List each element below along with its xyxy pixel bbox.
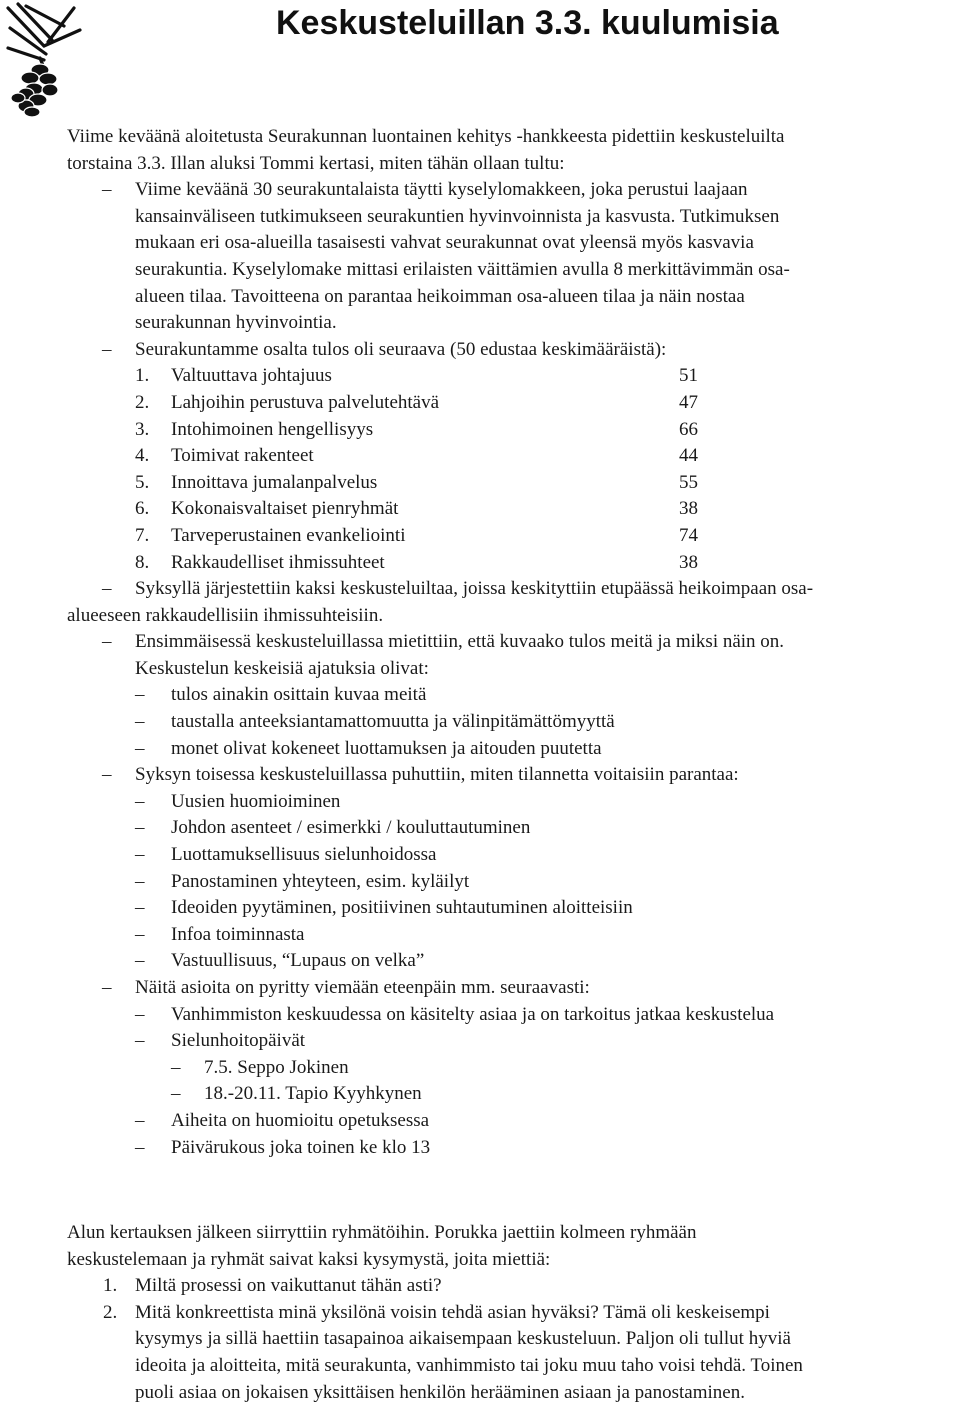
list-item: – Seurakuntamme osalta tulos oli seuraava (50 edustaa keskimääräistä): [67, 337, 947, 364]
dash-bullet [135, 709, 145, 736]
list-item-continuation: seurakunnan hyvinvointia. [135, 312, 337, 334]
result-row: 2. Lahjoihin perustuva palvelutehtävä 47 [67, 390, 947, 417]
sub-list-item: – Uusien huomioiminen [67, 789, 947, 816]
dash-bullet [135, 736, 145, 763]
sub-list-item: – Johdon asenteet / esimerkki / kouluttautuminen [67, 815, 947, 842]
sub-sub-list-item: – 7.5. Seppo Jokinen [67, 1055, 947, 1082]
list-item: – Ensimmäisessä keskusteluillassa mietittiin, että kuvaako tulos meitä ja miksi näin on. [67, 629, 947, 656]
closing-section [67, 1220, 947, 1406]
list-item: – Syksyllä järjestettiin kaksi keskusteluiltaa, joissa keskityttiin etupäässä heikoimpaan osa- [67, 576, 947, 603]
sub-list-item: – Ideoiden pyytäminen, positiivinen suhtautuminen aloitteisiin [67, 895, 947, 922]
result-score: 44 [679, 445, 698, 467]
sub-list-item: – Aiheita on huomioitu opetuksessa [67, 1108, 947, 1135]
result-score: 74 [679, 524, 698, 546]
sub-list-item: – monet olivat kokeneet luottamuksen ja aitouden puutetta [67, 736, 947, 763]
dash-bullet [135, 682, 145, 709]
sub-list-item: – Luottamuksellisuus sielunhoidossa [67, 842, 947, 869]
dash-bullet [135, 1028, 145, 1055]
dash-bullet [171, 1081, 181, 1108]
result-row: 7. Tarveperustainen evankeliointi 74 [67, 523, 947, 550]
dash-bullet [135, 1002, 145, 1029]
dash-bullet [102, 576, 112, 603]
result-score: 38 [679, 551, 698, 573]
sub-list-item: – Päivärukous joka toinen ke klo 13 [67, 1135, 947, 1162]
question-continuation: puoli asiaa on jokaisen yksittäisen henkilön herääminen asiaan ja panostaminen. [135, 1381, 745, 1403]
sub-list-item: – Infoa toiminnasta [67, 922, 947, 949]
sub-list-item: – Sielunhoitopäivät [67, 1028, 947, 1055]
result-score: 55 [679, 471, 698, 493]
dash-bullet [171, 1055, 181, 1082]
paragraph-line: torstaina 3.3. Illan aluksi Tommi kertasi, miten tähän ollaan tultu: [67, 152, 565, 174]
list-item-continuation: Keskustelun keskeisiä ajatuksia olivat: [135, 657, 429, 679]
list-item-continuation: mukaan eri osa-alueilla tasaisesti vahvat seurakunnat ovat yleensä myös kasvavia [135, 232, 754, 254]
dash-bullet [135, 1108, 145, 1135]
dash-bullet [135, 789, 145, 816]
dash-bullet [102, 177, 112, 204]
dash-bullet [135, 1135, 145, 1162]
dash-bullet [135, 948, 145, 975]
question-item: 2. Mitä konkreettista minä yksilönä voisin tehdä asian hyväksi? Tämä oli keskeisempi [103, 1301, 770, 1323]
sub-list-item: – tulos ainakin osittain kuvaa meitä [67, 682, 947, 709]
dash-bullet [102, 629, 112, 656]
result-score: 47 [679, 391, 698, 413]
result-row: 8. Rakkaudelliset ihmissuhteet 38 [67, 550, 947, 577]
dash-bullet [102, 337, 112, 364]
list-item: – Näitä asioita on pyritty viemään eteenpäin mm. seuraavasti: [67, 975, 947, 1002]
result-row: 6. Kokonaisvaltaiset pienryhmät 38 [67, 496, 947, 523]
dash-bullet [102, 762, 112, 789]
sub-list-item: – Vanhimmiston keskuudessa on käsitelty asiaa ja on tarkoitus jatkaa keskustelua [67, 1002, 947, 1029]
result-score: 38 [679, 498, 698, 520]
paragraph-line: Viime keväänä aloitetusta Seurakunnan luontainen kehitys -hankkeesta pidettiin keskusteluilta [67, 126, 785, 147]
dash-bullet [135, 922, 145, 949]
question-continuation: kysymys ja sillä haettiin tasapainoa aikaisempaan keskusteluun. Paljon oli tullut hyviä [135, 1328, 791, 1350]
list-item-continuation: seurakuntia. Kyselylomake mittasi erilaisten väittämien avulla 8 merkittävimmän osa- [135, 258, 790, 280]
sub-list-item: – Vastuullisuus, “Lupaus on velka” [67, 948, 947, 975]
paragraph-line: Alun kertauksen jälkeen siirryttiin ryhmätöihin. Porukka jaettiin kolmeen ryhmään [67, 1222, 697, 1243]
result-row: 3. Intohimoinen hengellisyys 66 [67, 417, 947, 444]
question-continuation: ideoita ja aloitteita, mitä seurakunta, vanhimmisto tai joku muu taho voisi tehdä. Toinen [135, 1354, 803, 1376]
dash-bullet [135, 815, 145, 842]
dash-bullet [135, 895, 145, 922]
sub-list-item: – taustalla anteeksiantamattomuutta ja välinpitämättömyyttä [67, 709, 947, 736]
dash-bullet [102, 975, 112, 1002]
question-item: 1. Miltä prosessi on vaikuttanut tähän asti? [103, 1275, 442, 1297]
document-body [67, 124, 947, 1161]
dash-bullet [135, 842, 145, 869]
page-title: Keskusteluillan 3.3. kuulumisia [276, 4, 779, 42]
result-score: 66 [679, 418, 698, 440]
pine-branch-logo [4, 2, 82, 120]
list-item: – Viime keväänä 30 seurakuntalaista täytti kyselylomakkeen, joka perustui laajaan [67, 177, 947, 204]
list-item-continuation: alueeseen rakkaudellisiin ihmissuhteisiin. [67, 604, 384, 626]
sub-list-item: – Panostaminen yhteyteen, esim. kyläilyt [67, 869, 947, 896]
dash-bullet [135, 869, 145, 896]
result-row: 4. Toimivat rakenteet 44 [67, 443, 947, 470]
paragraph-line: keskustelemaan ja ryhmät saivat kaksi kysymystä, joita miettiä: [67, 1248, 551, 1270]
sub-sub-list-item: – 18.-20.11. Tapio Kyyhkynen [67, 1081, 947, 1108]
list-item-continuation: kansainväliseen tutkimukseen seurakuntien hyvinvoinnista ja kasvusta. Tutkimuksen [135, 205, 780, 227]
result-score: 51 [679, 365, 698, 387]
list-item-continuation: alueen tilaa. Tavoitteena on parantaa heikoimman osa-alueen tilaa ja näin nostaa [135, 285, 745, 307]
result-row: 1. Valtuuttava johtajuus 51 [67, 363, 947, 390]
result-row: 5. Innoittava jumalanpalvelus 55 [67, 470, 947, 497]
list-item: – Syksyn toisessa keskusteluillassa puhuttiin, miten tilannetta voitaisiin parantaa: [67, 762, 947, 789]
